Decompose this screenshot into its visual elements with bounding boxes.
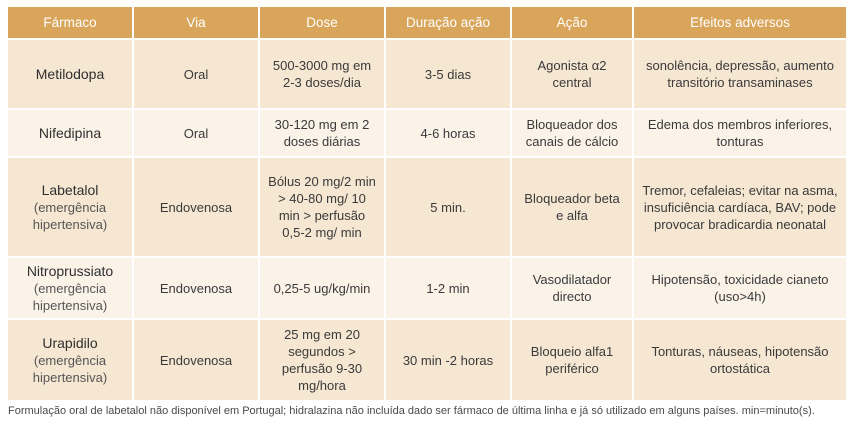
via-cell <box>133 39 259 109</box>
dose-cell <box>259 257 385 319</box>
dose-cell <box>259 319 385 400</box>
duration-cell <box>385 319 511 400</box>
action-text: Bloqueador beta e alfa <box>524 191 620 223</box>
via-cell <box>133 319 259 400</box>
duration-text: 3-5 dias <box>424 66 472 82</box>
drug-name: Nitroprussiato <box>26 262 114 279</box>
dose-text: 30-120 mg em 2 doses diárias <box>274 117 370 149</box>
duration-cell <box>385 257 511 319</box>
drug-name: Urapidilo <box>42 334 98 351</box>
table-row <box>8 319 846 400</box>
adverse-text: Tremor, cefaleias; evitar na asma, insuficiência cardíaca, BAV; pode provocar bradicardia neonatal <box>642 182 838 232</box>
table-row <box>8 109 846 157</box>
dose-cell <box>259 157 385 257</box>
column-header-dose: Dose <box>259 7 385 39</box>
column-header-efeitos: Efeitos adversos <box>633 7 846 39</box>
via-text: Oral <box>183 125 209 141</box>
drug-name: Metilodopa <box>35 65 105 82</box>
dose-cell <box>259 109 385 157</box>
duration-text: 5 min. <box>430 199 466 215</box>
drug-table <box>8 7 846 400</box>
adverse-cell <box>633 109 846 157</box>
drug-name: Labetalol <box>41 181 99 198</box>
drug-cell <box>8 319 133 400</box>
action-text: Bloqueador dos canais de cálcio <box>525 117 619 149</box>
dose-text: 500-3000 mg em 2-3 doses/dia <box>272 58 372 90</box>
column-header-via: Via <box>133 7 259 39</box>
action-text: Vasodilatador directo <box>532 272 612 304</box>
via-cell <box>133 257 259 319</box>
table-row <box>8 257 846 319</box>
column-header-farmaco: Fármaco <box>8 7 133 39</box>
table-row <box>8 39 846 109</box>
drug-name: Nifedipina <box>38 124 102 141</box>
drug-cell <box>8 109 133 157</box>
column-header-duracao: Duração ação <box>385 7 511 39</box>
action-cell <box>511 39 633 109</box>
via-cell <box>133 157 259 257</box>
dose-text: 0,25-5 ug/kg/min <box>273 280 371 296</box>
action-text: Bloqueio alfa1 periférico <box>530 344 614 376</box>
duration-cell <box>385 109 511 157</box>
table-row <box>8 157 846 257</box>
duration-text: 1-2 min <box>426 280 470 296</box>
adverse-cell <box>633 319 846 400</box>
adverse-text: Tonturas, náuseas, hipotensão ortostática <box>651 344 829 376</box>
via-text: Endovenosa <box>159 352 233 368</box>
action-cell <box>511 257 633 319</box>
drug-cell <box>8 157 133 257</box>
duration-cell <box>385 157 511 257</box>
via-text: Endovenosa <box>159 199 233 215</box>
via-text: Oral <box>183 66 209 82</box>
adverse-cell <box>633 39 846 109</box>
via-cell <box>133 109 259 157</box>
dose-text: Bólus 20 mg/2 min > 40-80 mg/ 10 min > perfusão 0,5-2 mg/ min <box>268 174 376 240</box>
adverse-text: Hipotensão, toxicidade cianeto (uso>4h) <box>651 272 829 304</box>
adverse-text: sonolência, depressão, aumento transitório transaminases <box>646 58 834 90</box>
column-header-acao: Ação <box>511 7 633 39</box>
action-cell <box>511 157 633 257</box>
table-footnote: Formulação oral de labetalol não disponível em Portugal; hidralazina não incluída dado ser fármaco de última linha e já só utilizado em alguns países. min=minuto(s). <box>8 405 815 417</box>
dose-text: 25 mg em 20 segundos > perfusão 9-30 mg/hora <box>281 327 363 393</box>
duration-text: 30 min -2 horas <box>402 352 494 368</box>
drug-note: (emergência hipertensiva) <box>32 199 108 232</box>
drug-note: (emergência hipertensiva) <box>32 280 108 313</box>
action-cell <box>511 319 633 400</box>
action-cell <box>511 109 633 157</box>
action-text: Agonista α2 central <box>537 58 607 90</box>
via-text: Endovenosa <box>159 280 233 296</box>
duration-text: 4-6 horas <box>420 125 476 141</box>
adverse-cell <box>633 257 846 319</box>
drug-note: (emergência hipertensiva) <box>32 352 108 385</box>
duration-cell <box>385 39 511 109</box>
drug-cell <box>8 39 133 109</box>
adverse-cell <box>633 157 846 257</box>
table-header-row <box>8 7 846 39</box>
adverse-text: Edema dos membros inferiores, tonturas <box>647 117 833 149</box>
dose-cell <box>259 39 385 109</box>
drug-cell <box>8 257 133 319</box>
drug-table-container <box>8 7 846 400</box>
